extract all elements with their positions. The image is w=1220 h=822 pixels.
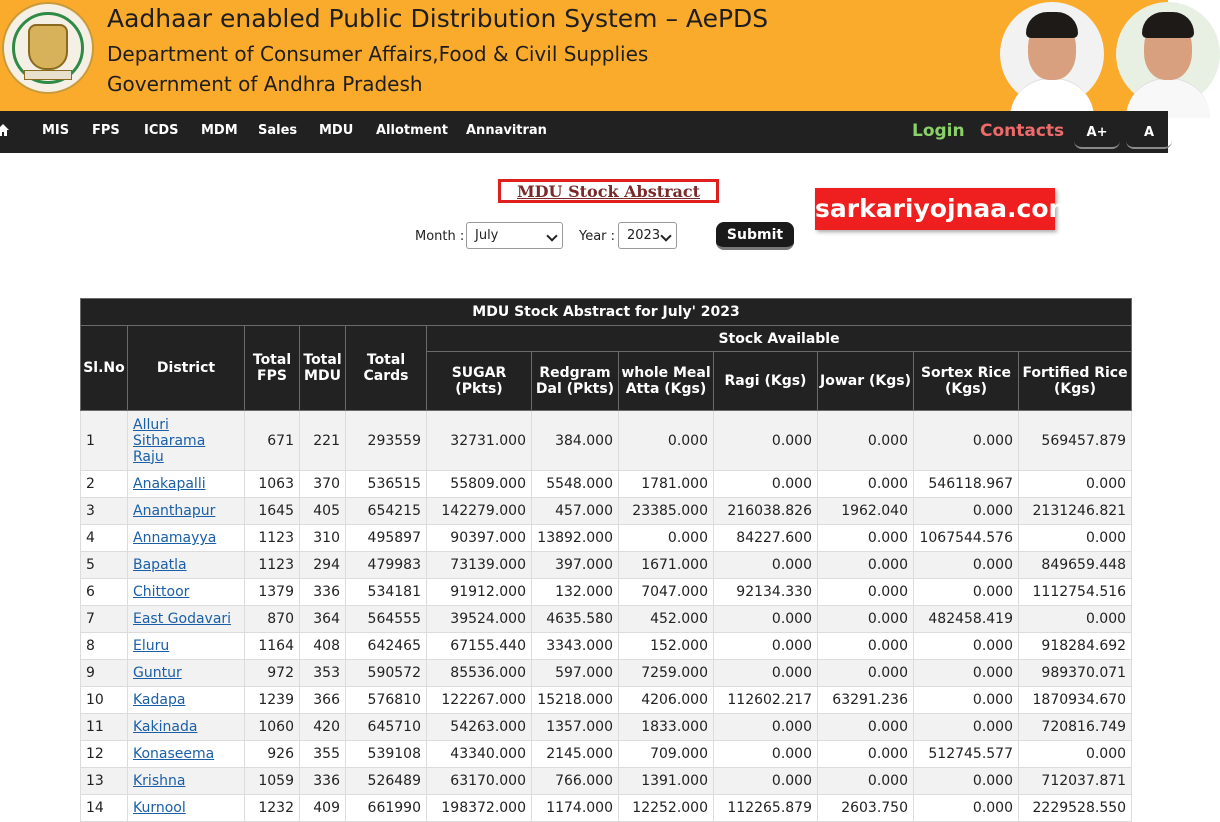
district-cell bbox=[128, 741, 245, 768]
nav-item-mis[interactable]: MIS bbox=[42, 123, 70, 138]
district-link[interactable]: East Godavari bbox=[133, 611, 232, 627]
header-sortex-rice: Sortex Rice (Kgs) bbox=[914, 352, 1019, 411]
header-total-mdu: Total MDU bbox=[300, 326, 346, 411]
value-cell: 1391.000 bbox=[619, 768, 714, 795]
value-cell: 0.000 bbox=[1019, 525, 1132, 552]
value-cell: 142279.000 bbox=[427, 498, 532, 525]
table-row bbox=[81, 525, 1132, 552]
value-cell: 366 bbox=[300, 687, 346, 714]
value-cell: 84227.600 bbox=[714, 525, 818, 552]
value-cell: 0.000 bbox=[714, 741, 818, 768]
value-cell: 1239 bbox=[245, 687, 300, 714]
value-cell: 0.000 bbox=[1019, 471, 1132, 498]
district-link[interactable]: Kurnool bbox=[133, 800, 186, 816]
value-cell: 2229528.550 bbox=[1019, 795, 1132, 822]
district-cell bbox=[128, 552, 245, 579]
value-cell: 0.000 bbox=[714, 606, 818, 633]
value-cell: 0.000 bbox=[714, 552, 818, 579]
header-total-fps: Total FPS bbox=[245, 326, 300, 411]
value-cell: 7259.000 bbox=[619, 660, 714, 687]
slno-cell: 6 bbox=[81, 579, 128, 606]
value-cell: 85536.000 bbox=[427, 660, 532, 687]
value-cell: 216038.826 bbox=[714, 498, 818, 525]
district-link[interactable]: Bapatla bbox=[133, 557, 187, 573]
department-name: Department of Consumer Affairs,Food & Civil Supplies bbox=[107, 42, 649, 66]
value-cell: 2131246.821 bbox=[1019, 498, 1132, 525]
value-cell: 12252.000 bbox=[619, 795, 714, 822]
value-cell: 590572 bbox=[346, 660, 427, 687]
slno-cell: 9 bbox=[81, 660, 128, 687]
district-link[interactable]: Ananthapur bbox=[133, 503, 216, 519]
value-cell: 526489 bbox=[346, 768, 427, 795]
value-cell: 452.000 bbox=[619, 606, 714, 633]
header-fortified-rice: Fortified Rice (Kgs) bbox=[1019, 352, 1132, 411]
value-cell: 766.000 bbox=[532, 768, 619, 795]
table-row bbox=[81, 741, 1132, 768]
value-cell: 0.000 bbox=[914, 633, 1019, 660]
value-cell: 1112754.516 bbox=[1019, 579, 1132, 606]
value-cell: 1059 bbox=[245, 768, 300, 795]
district-cell bbox=[128, 795, 245, 822]
value-cell: 0.000 bbox=[818, 471, 914, 498]
chevron-down-icon bbox=[546, 230, 557, 241]
value-cell: 384.000 bbox=[532, 411, 619, 471]
slno-cell: 10 bbox=[81, 687, 128, 714]
district-cell bbox=[128, 714, 245, 741]
value-cell: 4206.000 bbox=[619, 687, 714, 714]
district-link[interactable]: Eluru bbox=[133, 638, 170, 654]
value-cell: 569457.879 bbox=[1019, 411, 1132, 471]
year-select-value: 2023 bbox=[627, 228, 661, 243]
value-cell: 54263.000 bbox=[427, 714, 532, 741]
value-cell: 0.000 bbox=[619, 411, 714, 471]
value-cell: 720816.749 bbox=[1019, 714, 1132, 741]
value-cell: 0.000 bbox=[714, 768, 818, 795]
submit-button[interactable]: Submit bbox=[716, 222, 794, 250]
watermark-banner: sarkariyojnaa.com bbox=[815, 188, 1055, 230]
value-cell: 0.000 bbox=[714, 471, 818, 498]
stock-abstract-table bbox=[80, 298, 1132, 822]
header-sugar: SUGAR (Pkts) bbox=[427, 352, 532, 411]
district-link[interactable]: Anakapalli bbox=[133, 476, 206, 492]
value-cell: 0.000 bbox=[818, 606, 914, 633]
value-cell: 989370.071 bbox=[1019, 660, 1132, 687]
table-row bbox=[81, 471, 1132, 498]
slno-cell: 5 bbox=[81, 552, 128, 579]
value-cell: 0.000 bbox=[818, 768, 914, 795]
district-cell bbox=[128, 471, 245, 498]
value-cell: 1060 bbox=[245, 714, 300, 741]
district-link[interactable]: Annamayya bbox=[133, 530, 217, 546]
table-row bbox=[81, 606, 1132, 633]
value-cell: 918284.692 bbox=[1019, 633, 1132, 660]
site-header bbox=[0, 0, 1168, 111]
value-cell: 15218.000 bbox=[532, 687, 619, 714]
value-cell: 0.000 bbox=[818, 741, 914, 768]
contacts-link[interactable]: Contacts bbox=[980, 121, 1065, 141]
value-cell: 336 bbox=[300, 579, 346, 606]
value-cell: 63170.000 bbox=[427, 768, 532, 795]
header-slno: Sl.No bbox=[81, 326, 128, 411]
district-link[interactable]: Kadapa bbox=[133, 692, 186, 708]
value-cell: 0.000 bbox=[818, 660, 914, 687]
value-cell: 13892.000 bbox=[532, 525, 619, 552]
table-body bbox=[81, 411, 1132, 822]
value-cell: 1067544.576 bbox=[914, 525, 1019, 552]
value-cell: 310 bbox=[300, 525, 346, 552]
value-cell: 1063 bbox=[245, 471, 300, 498]
value-cell: 1123 bbox=[245, 552, 300, 579]
login-link[interactable]: Login bbox=[912, 121, 965, 141]
value-cell: 1379 bbox=[245, 579, 300, 606]
slno-cell: 7 bbox=[81, 606, 128, 633]
page-title-box bbox=[498, 179, 719, 203]
table-caption: MDU Stock Abstract for July' 2023 bbox=[81, 299, 1132, 326]
header-stock-available: Stock Available bbox=[427, 326, 1132, 352]
nav-item-mdm[interactable]: MDM bbox=[201, 123, 238, 138]
value-cell: 409 bbox=[300, 795, 346, 822]
value-cell: 564555 bbox=[346, 606, 427, 633]
district-cell bbox=[128, 498, 245, 525]
leader-portrait bbox=[1000, 2, 1104, 106]
slno-cell: 8 bbox=[81, 633, 128, 660]
value-cell: 0.000 bbox=[914, 411, 1019, 471]
value-cell: 536515 bbox=[346, 471, 427, 498]
district-cell bbox=[128, 525, 245, 552]
value-cell: 0.000 bbox=[914, 795, 1019, 822]
value-cell: 1671.000 bbox=[619, 552, 714, 579]
district-cell bbox=[128, 579, 245, 606]
table-row bbox=[81, 633, 1132, 660]
value-cell: 152.000 bbox=[619, 633, 714, 660]
district-link[interactable]: Konaseema bbox=[133, 746, 215, 762]
value-cell: 1357.000 bbox=[532, 714, 619, 741]
value-cell: 397.000 bbox=[532, 552, 619, 579]
page-title: MDU Stock Abstract bbox=[516, 182, 701, 201]
value-cell: 408 bbox=[300, 633, 346, 660]
value-cell: 63291.236 bbox=[818, 687, 914, 714]
table-row bbox=[81, 498, 1132, 525]
header-atta: whole Meal Atta (Kgs) bbox=[619, 352, 714, 411]
district-cell bbox=[128, 660, 245, 687]
value-cell: 198372.000 bbox=[427, 795, 532, 822]
header-ragi: Ragi (Kgs) bbox=[714, 352, 818, 411]
nav-item-annavitran[interactable]: Annavitran bbox=[466, 123, 547, 138]
district-cell bbox=[128, 633, 245, 660]
value-cell: 132.000 bbox=[532, 579, 619, 606]
table-row bbox=[81, 768, 1132, 795]
value-cell: 1833.000 bbox=[619, 714, 714, 741]
value-cell: 221 bbox=[300, 411, 346, 471]
font-normal-button[interactable]: A bbox=[1126, 119, 1172, 149]
value-cell: 112265.879 bbox=[714, 795, 818, 822]
government-name: Government of Andhra Pradesh bbox=[107, 72, 423, 96]
value-cell: 576810 bbox=[346, 687, 427, 714]
header-district: District bbox=[128, 326, 245, 411]
value-cell: 654215 bbox=[346, 498, 427, 525]
value-cell: 849659.448 bbox=[1019, 552, 1132, 579]
value-cell: 294 bbox=[300, 552, 346, 579]
value-cell: 0.000 bbox=[818, 633, 914, 660]
table-row bbox=[81, 411, 1132, 471]
value-cell: 0.000 bbox=[714, 714, 818, 741]
value-cell: 495897 bbox=[346, 525, 427, 552]
leader-portrait-2 bbox=[1116, 2, 1220, 106]
header-jowar: Jowar (Kgs) bbox=[818, 352, 914, 411]
month-label: Month : bbox=[415, 229, 465, 244]
value-cell: 122267.000 bbox=[427, 687, 532, 714]
value-cell: 0.000 bbox=[818, 411, 914, 471]
value-cell: 479983 bbox=[346, 552, 427, 579]
value-cell: 1781.000 bbox=[619, 471, 714, 498]
year-select[interactable] bbox=[618, 222, 677, 249]
month-select[interactable] bbox=[466, 222, 563, 249]
value-cell: 90397.000 bbox=[427, 525, 532, 552]
site-title: Aadhaar enabled Public Distribution System – AePDS bbox=[107, 4, 769, 33]
header-redgram: Redgram Dal (Pkts) bbox=[532, 352, 619, 411]
value-cell: 293559 bbox=[346, 411, 427, 471]
value-cell: 39524.000 bbox=[427, 606, 532, 633]
district-link[interactable]: Chittoor bbox=[133, 584, 190, 600]
value-cell: 405 bbox=[300, 498, 346, 525]
value-cell: 32731.000 bbox=[427, 411, 532, 471]
value-cell: 43340.000 bbox=[427, 741, 532, 768]
nav-item-mdu[interactable]: MDU bbox=[319, 123, 354, 138]
value-cell: 7047.000 bbox=[619, 579, 714, 606]
district-cell bbox=[128, 606, 245, 633]
value-cell: 0.000 bbox=[914, 552, 1019, 579]
value-cell: 642465 bbox=[346, 633, 427, 660]
value-cell: 712037.871 bbox=[1019, 768, 1132, 795]
main-nav bbox=[0, 111, 1168, 153]
state-emblem-logo bbox=[2, 2, 94, 94]
nav-item-sales[interactable]: Sales bbox=[258, 123, 298, 138]
value-cell: 972 bbox=[245, 660, 300, 687]
slno-cell: 13 bbox=[81, 768, 128, 795]
value-cell: 112602.217 bbox=[714, 687, 818, 714]
value-cell: 5548.000 bbox=[532, 471, 619, 498]
value-cell: 0.000 bbox=[818, 714, 914, 741]
value-cell: 0.000 bbox=[818, 552, 914, 579]
value-cell: 420 bbox=[300, 714, 346, 741]
district-link[interactable]: Guntur bbox=[133, 665, 182, 681]
value-cell: 709.000 bbox=[619, 741, 714, 768]
value-cell: 870 bbox=[245, 606, 300, 633]
value-cell: 370 bbox=[300, 471, 346, 498]
value-cell: 336 bbox=[300, 768, 346, 795]
value-cell: 1164 bbox=[245, 633, 300, 660]
slno-cell: 3 bbox=[81, 498, 128, 525]
value-cell: 539108 bbox=[346, 741, 427, 768]
header-total-cards: Total Cards bbox=[346, 326, 427, 411]
slno-cell: 1 bbox=[81, 411, 128, 471]
value-cell: 67155.440 bbox=[427, 633, 532, 660]
nav-item-allotment[interactable]: Allotment bbox=[376, 123, 448, 138]
value-cell: 534181 bbox=[346, 579, 427, 606]
district-cell bbox=[128, 687, 245, 714]
value-cell: 0.000 bbox=[1019, 606, 1132, 633]
table-row bbox=[81, 579, 1132, 606]
font-increase-button[interactable]: A+ bbox=[1074, 119, 1120, 149]
nav-item-fps[interactable]: FPS bbox=[92, 123, 120, 138]
slno-cell: 14 bbox=[81, 795, 128, 822]
value-cell: 73139.000 bbox=[427, 552, 532, 579]
value-cell: 926 bbox=[245, 741, 300, 768]
table-row bbox=[81, 552, 1132, 579]
value-cell: 3343.000 bbox=[532, 633, 619, 660]
value-cell: 4635.580 bbox=[532, 606, 619, 633]
value-cell: 353 bbox=[300, 660, 346, 687]
value-cell: 457.000 bbox=[532, 498, 619, 525]
table-row bbox=[81, 687, 1132, 714]
value-cell: 661990 bbox=[346, 795, 427, 822]
value-cell: 0.000 bbox=[914, 714, 1019, 741]
value-cell: 0.000 bbox=[914, 687, 1019, 714]
value-cell: 0.000 bbox=[914, 498, 1019, 525]
value-cell: 671 bbox=[245, 411, 300, 471]
district-cell bbox=[128, 411, 245, 471]
district-link[interactable]: Alluri Sitharama Raju bbox=[133, 416, 206, 465]
value-cell: 512745.577 bbox=[914, 741, 1019, 768]
value-cell: 1174.000 bbox=[532, 795, 619, 822]
value-cell: 0.000 bbox=[714, 633, 818, 660]
value-cell: 92134.330 bbox=[714, 579, 818, 606]
table-row bbox=[81, 714, 1132, 741]
table-row bbox=[81, 795, 1132, 822]
home-icon[interactable] bbox=[0, 123, 10, 137]
slno-cell: 11 bbox=[81, 714, 128, 741]
value-cell: 1962.040 bbox=[818, 498, 914, 525]
district-link[interactable]: Krishna bbox=[133, 773, 186, 789]
district-link[interactable]: Kakinada bbox=[133, 719, 198, 735]
value-cell: 0.000 bbox=[714, 660, 818, 687]
value-cell: 55809.000 bbox=[427, 471, 532, 498]
value-cell: 364 bbox=[300, 606, 346, 633]
value-cell: 0.000 bbox=[914, 768, 1019, 795]
month-select-value: July bbox=[475, 228, 499, 243]
value-cell: 0.000 bbox=[714, 411, 818, 471]
value-cell: 0.000 bbox=[818, 525, 914, 552]
value-cell: 482458.419 bbox=[914, 606, 1019, 633]
slno-cell: 2 bbox=[81, 471, 128, 498]
value-cell: 597.000 bbox=[532, 660, 619, 687]
value-cell: 546118.967 bbox=[914, 471, 1019, 498]
value-cell: 645710 bbox=[346, 714, 427, 741]
value-cell: 2603.750 bbox=[818, 795, 914, 822]
district-cell bbox=[128, 768, 245, 795]
slno-cell: 12 bbox=[81, 741, 128, 768]
nav-item-icds[interactable]: ICDS bbox=[144, 123, 179, 138]
value-cell: 1645 bbox=[245, 498, 300, 525]
table-row bbox=[81, 660, 1132, 687]
slno-cell: 4 bbox=[81, 525, 128, 552]
value-cell: 2145.000 bbox=[532, 741, 619, 768]
value-cell: 0.000 bbox=[914, 660, 1019, 687]
value-cell: 1123 bbox=[245, 525, 300, 552]
chevron-down-icon bbox=[660, 230, 671, 241]
value-cell: 0.000 bbox=[914, 579, 1019, 606]
value-cell: 0.000 bbox=[1019, 741, 1132, 768]
value-cell: 0.000 bbox=[818, 579, 914, 606]
value-cell: 1232 bbox=[245, 795, 300, 822]
year-label: Year : bbox=[579, 229, 616, 244]
value-cell: 23385.000 bbox=[619, 498, 714, 525]
value-cell: 355 bbox=[300, 741, 346, 768]
value-cell: 0.000 bbox=[619, 525, 714, 552]
value-cell: 1870934.670 bbox=[1019, 687, 1132, 714]
value-cell: 91912.000 bbox=[427, 579, 532, 606]
